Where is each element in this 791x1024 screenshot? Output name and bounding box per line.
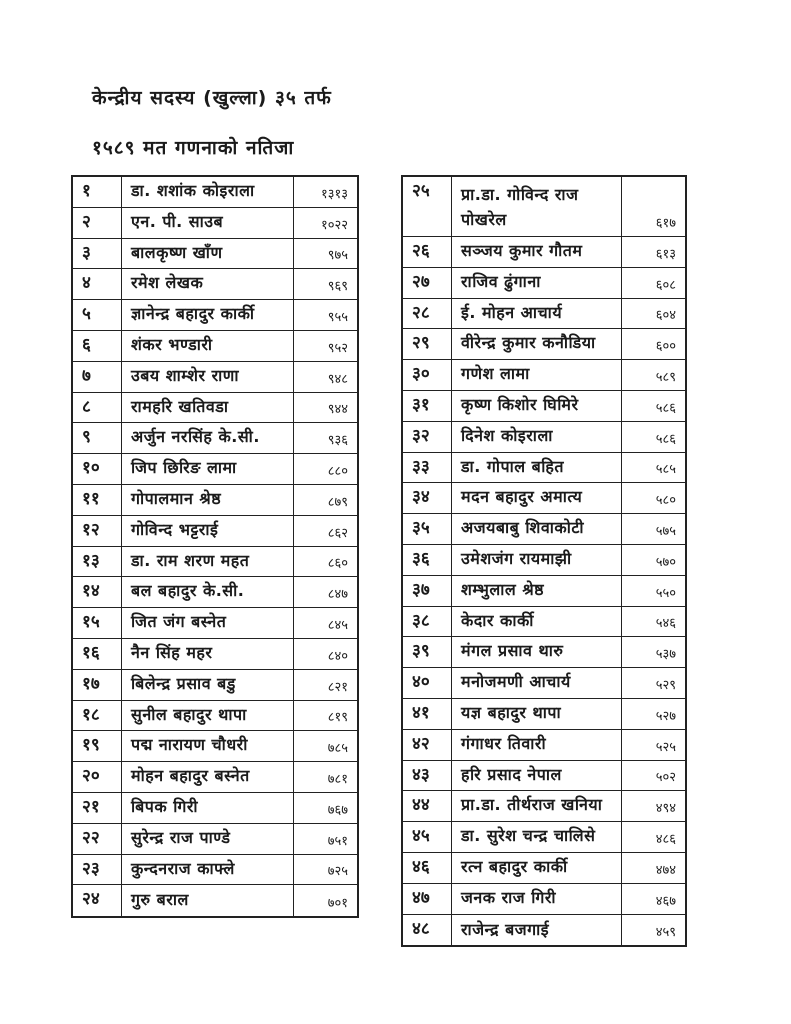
rank-cell: ११ <box>73 485 122 515</box>
votes-cell: ७८५ <box>327 741 348 757</box>
candidate-name-cell: ई. मोहन आचार्य <box>452 299 622 329</box>
table-row <box>403 884 685 915</box>
votes-cell: ८१९ <box>327 710 348 726</box>
rank-cell: ३९ <box>403 637 452 667</box>
rank-cell: ४ <box>73 269 122 299</box>
page-title: केन्द्रीय सदस्य (खुल्ला) ३५ तर्फ <box>92 87 332 109</box>
votes-cell: ४६७ <box>655 893 676 909</box>
votes-cell: ९५२ <box>327 340 348 356</box>
votes-cell: ५२७ <box>655 708 676 724</box>
votes-cell: ९४४ <box>327 402 348 418</box>
votes-cell: ५२५ <box>655 739 676 755</box>
table-row <box>73 547 357 578</box>
votes-cell: ७८१ <box>327 771 348 787</box>
table-row <box>403 483 685 514</box>
candidate-name-cell: उबय शाम्शेर राणा <box>122 362 294 392</box>
votes-cell: ८८० <box>327 463 348 479</box>
votes-cell: १०२२ <box>320 217 348 233</box>
table-row <box>73 300 357 331</box>
votes-cell: ६१३ <box>655 246 676 262</box>
rank-cell: ३८ <box>403 607 452 637</box>
rank-cell: २५ <box>403 177 452 236</box>
rank-cell: ३ <box>73 239 122 269</box>
table-row <box>403 791 685 822</box>
candidate-name-cell: रामहरि खतिवडा <box>122 393 294 423</box>
table-row <box>403 360 685 391</box>
candidate-name-cell: बिपक गिरी <box>122 793 294 823</box>
votes-cell: १३१३ <box>320 186 348 202</box>
table-row <box>73 239 357 270</box>
table-row <box>403 607 685 638</box>
candidate-name-cell: जित जंग बस्नेत <box>122 608 294 638</box>
table-row <box>73 824 357 855</box>
votes-cell: ४९४ <box>655 801 676 817</box>
candidate-name-cell: बालकृष्ण खाँण <box>122 239 294 269</box>
table-row <box>73 208 357 239</box>
rank-cell: ४६ <box>403 853 452 883</box>
votes-cell: ६०४ <box>655 308 676 324</box>
votes-cell: ५७५ <box>655 523 676 539</box>
table-row <box>73 793 357 824</box>
table-row <box>403 453 685 484</box>
rank-cell: ४० <box>403 668 452 698</box>
rank-cell: ३१ <box>403 391 452 421</box>
votes-cell: ४५९ <box>655 925 676 941</box>
candidate-name-cell: यज्ञ बहादुर थापा <box>452 699 622 729</box>
table-row <box>73 670 357 701</box>
table-row <box>403 576 685 607</box>
rank-cell: १६ <box>73 639 122 669</box>
table-row <box>403 637 685 668</box>
candidate-name-cell: एन. पी. साउब <box>122 208 294 238</box>
candidate-name-cell: मंगल प्रसाव थारु <box>452 637 622 667</box>
candidate-name-cell: प्रा.डा. तीर्थराज खनिया <box>452 791 622 821</box>
page-subtitle: १५८९ मत गणनाको नतिजा <box>92 137 295 159</box>
candidate-name-cell: रमेश लेखक <box>122 269 294 299</box>
rank-cell: ३० <box>403 360 452 390</box>
rank-cell: २७ <box>403 268 452 298</box>
table-row <box>73 177 357 208</box>
candidate-name-cell: गुरु बराल <box>122 885 294 916</box>
candidate-name-cell: जिप छिरिङ लामा <box>122 454 294 484</box>
rank-cell: २८ <box>403 299 452 329</box>
table-row <box>73 577 357 608</box>
votes-cell: ६१७ <box>655 216 676 231</box>
table-row <box>73 485 357 516</box>
votes-cell: ४७४ <box>655 862 676 878</box>
table-row <box>73 269 357 300</box>
rank-cell: १२ <box>73 516 122 546</box>
candidate-name-cell: डा. सुरेश चन्द्र चालिसे <box>452 822 622 852</box>
rank-cell: १० <box>73 454 122 484</box>
candidate-name-cell: सुरेन्द्र राज पाण्डे <box>122 824 294 854</box>
table-row <box>73 855 357 886</box>
rank-cell: १३ <box>73 547 122 577</box>
candidate-name-cell: गोविन्द भट्टराई <box>122 516 294 546</box>
results-table-left <box>71 175 359 918</box>
candidate-name-cell: शम्भुलाल श्रेष्ठ <box>452 576 622 606</box>
votes-cell: ५८६ <box>655 400 676 416</box>
candidate-name-cell: वीरेन्द्र कुमार कनौडिया <box>452 329 622 359</box>
votes-cell: ५२९ <box>655 677 676 693</box>
rank-cell: १५ <box>73 608 122 638</box>
rank-cell: १८ <box>73 701 122 731</box>
candidate-name-cell: डा. शशांक कोइराला <box>122 177 294 207</box>
table-row <box>403 730 685 761</box>
rank-cell: २६ <box>403 237 452 267</box>
results-table-right <box>401 175 687 947</box>
votes-cell: ८४५ <box>327 617 348 633</box>
candidate-name-cell: राजेन्द्र बजगाई <box>452 915 622 946</box>
rank-cell: ८ <box>73 393 122 423</box>
table-row <box>403 422 685 453</box>
votes-cell: ९३६ <box>327 433 348 449</box>
rank-cell: ४८ <box>403 915 452 946</box>
votes-cell: ५३७ <box>655 647 676 663</box>
rank-cell: ३६ <box>403 545 452 575</box>
candidate-name-cell: हरि प्रसाद नेपाल <box>452 761 622 791</box>
rank-cell: ३२ <box>403 422 452 452</box>
votes-cell: ९६९ <box>327 279 348 295</box>
rank-cell: ६ <box>73 331 122 361</box>
rank-cell: ४४ <box>403 791 452 821</box>
candidate-name-cell: सञ्जय कुमार गौतम <box>452 237 622 267</box>
candidate-name-cell: प्रा.डा. गोविन्द राज पोखरेल <box>452 177 622 236</box>
table-row <box>403 915 685 946</box>
rank-cell: १७ <box>73 670 122 700</box>
rank-cell: २० <box>73 762 122 792</box>
votes-cell: ७५१ <box>327 833 348 849</box>
votes-cell: ५८० <box>655 493 676 509</box>
table-row <box>73 701 357 732</box>
votes-cell: ९५५ <box>327 309 348 325</box>
candidate-name-cell: पद्म नारायण चौधरी <box>122 731 294 761</box>
votes-cell: ५४६ <box>655 616 676 632</box>
table-row <box>73 639 357 670</box>
table-row <box>403 237 685 268</box>
votes-cell: ७२५ <box>327 864 348 880</box>
votes-cell: ८२१ <box>327 679 348 695</box>
table-row <box>73 731 357 762</box>
votes-cell: ५८५ <box>655 462 676 478</box>
table-row <box>73 608 357 639</box>
candidate-name-cell: बिलेन्द्र प्रसाव बडु <box>122 670 294 700</box>
votes-cell: ८६२ <box>327 525 348 541</box>
votes-cell: ५७० <box>655 554 676 570</box>
table-row <box>73 454 357 485</box>
candidate-name-cell: नैन सिंह महर <box>122 639 294 669</box>
candidate-name-cell: शंकर भण्डारी <box>122 331 294 361</box>
table-row <box>73 423 357 454</box>
rank-cell: ४१ <box>403 699 452 729</box>
rank-cell: २ <box>73 208 122 238</box>
candidate-name-cell: कृष्ण किशोर घिमिरे <box>452 391 622 421</box>
votes-cell: ८४० <box>327 648 348 664</box>
table-row <box>403 177 685 237</box>
table-row <box>403 299 685 330</box>
candidate-name-cell: केदार कार्की <box>452 607 622 637</box>
rank-cell: ४३ <box>403 761 452 791</box>
rank-cell: ४७ <box>403 884 452 914</box>
table-row <box>73 362 357 393</box>
table-row <box>403 329 685 360</box>
rank-cell: १ <box>73 177 122 207</box>
votes-cell: ६०८ <box>655 277 676 293</box>
candidate-name-cell: सुनील बहादुर थापा <box>122 701 294 731</box>
votes-cell: ८७९ <box>327 494 348 510</box>
rank-cell: ४५ <box>403 822 452 852</box>
candidate-name-cell: मदन बहादुर अमात्य <box>452 483 622 513</box>
votes-cell: ७६७ <box>327 802 348 818</box>
table-row <box>73 516 357 547</box>
table-row <box>403 853 685 884</box>
votes-cell: ७०१ <box>327 896 348 912</box>
rank-cell: ५ <box>73 300 122 330</box>
votes-cell: ५८६ <box>655 431 676 447</box>
candidate-name-cell: गोपालमान श्रेष्ठ <box>122 485 294 515</box>
candidate-name-cell: अर्जुन नरसिंह के.सी. <box>122 423 294 453</box>
rank-cell: ३४ <box>403 483 452 513</box>
candidate-name-cell: गंगाधर तिवारी <box>452 730 622 760</box>
votes-cell: ६०० <box>655 339 676 355</box>
table-row <box>403 822 685 853</box>
table-row <box>403 545 685 576</box>
votes-cell: ५५० <box>655 585 676 601</box>
candidate-name-cell: रत्न बहादुर कार्की <box>452 853 622 883</box>
rank-cell: २३ <box>73 855 122 885</box>
rank-cell: २९ <box>403 329 452 359</box>
table-row <box>73 762 357 793</box>
table-row <box>73 885 357 916</box>
table-row <box>403 268 685 299</box>
rank-cell: ३७ <box>403 576 452 606</box>
candidate-name-cell: जनक राज गिरी <box>452 884 622 914</box>
table-row <box>73 331 357 362</box>
candidate-name-cell: कुन्दनराज काफ्ले <box>122 855 294 885</box>
candidate-name-cell: डा. राम शरण महत <box>122 547 294 577</box>
rank-cell: ३३ <box>403 453 452 483</box>
candidate-name-cell: उमेशजंग रायमाझी <box>452 545 622 575</box>
votes-cell: ९७५ <box>327 248 348 264</box>
rank-cell: १४ <box>73 577 122 607</box>
votes-cell: ५०२ <box>655 770 676 786</box>
rank-cell: १९ <box>73 731 122 761</box>
rank-cell: ९ <box>73 423 122 453</box>
votes-cell: ९४८ <box>327 371 348 387</box>
rank-cell: ४२ <box>403 730 452 760</box>
rank-cell: २२ <box>73 824 122 854</box>
rank-cell: २४ <box>73 885 122 916</box>
table-row <box>403 761 685 792</box>
rank-cell: ७ <box>73 362 122 392</box>
table-row <box>403 391 685 422</box>
candidate-name-cell: अजयबाबु शिवाकोटी <box>452 514 622 544</box>
votes-cell: ८४७ <box>327 587 348 603</box>
candidate-name-cell: ज्ञानेन्द्र बहादुर कार्की <box>122 300 294 330</box>
candidate-name-cell: गणेश लामा <box>452 360 622 390</box>
table-row <box>403 514 685 545</box>
candidate-name-cell: बल बहादुर के.सी. <box>122 577 294 607</box>
table-row <box>73 393 357 424</box>
candidate-name-cell: डा. गोपाल बहित <box>452 453 622 483</box>
table-row <box>403 668 685 699</box>
rank-cell: २१ <box>73 793 122 823</box>
candidate-name-cell: राजिव ढुंगाना <box>452 268 622 298</box>
candidate-name-cell: मोहन बहादुर बस्नेत <box>122 762 294 792</box>
rank-cell: ३५ <box>403 514 452 544</box>
table-row <box>403 699 685 730</box>
votes-cell: ५८९ <box>655 369 676 385</box>
votes-cell: ४८६ <box>655 831 676 847</box>
candidate-name-cell: दिनेश कोइराला <box>452 422 622 452</box>
votes-cell: ८६० <box>327 556 348 572</box>
candidate-name-cell: मनोजमणी आचार्य <box>452 668 622 698</box>
